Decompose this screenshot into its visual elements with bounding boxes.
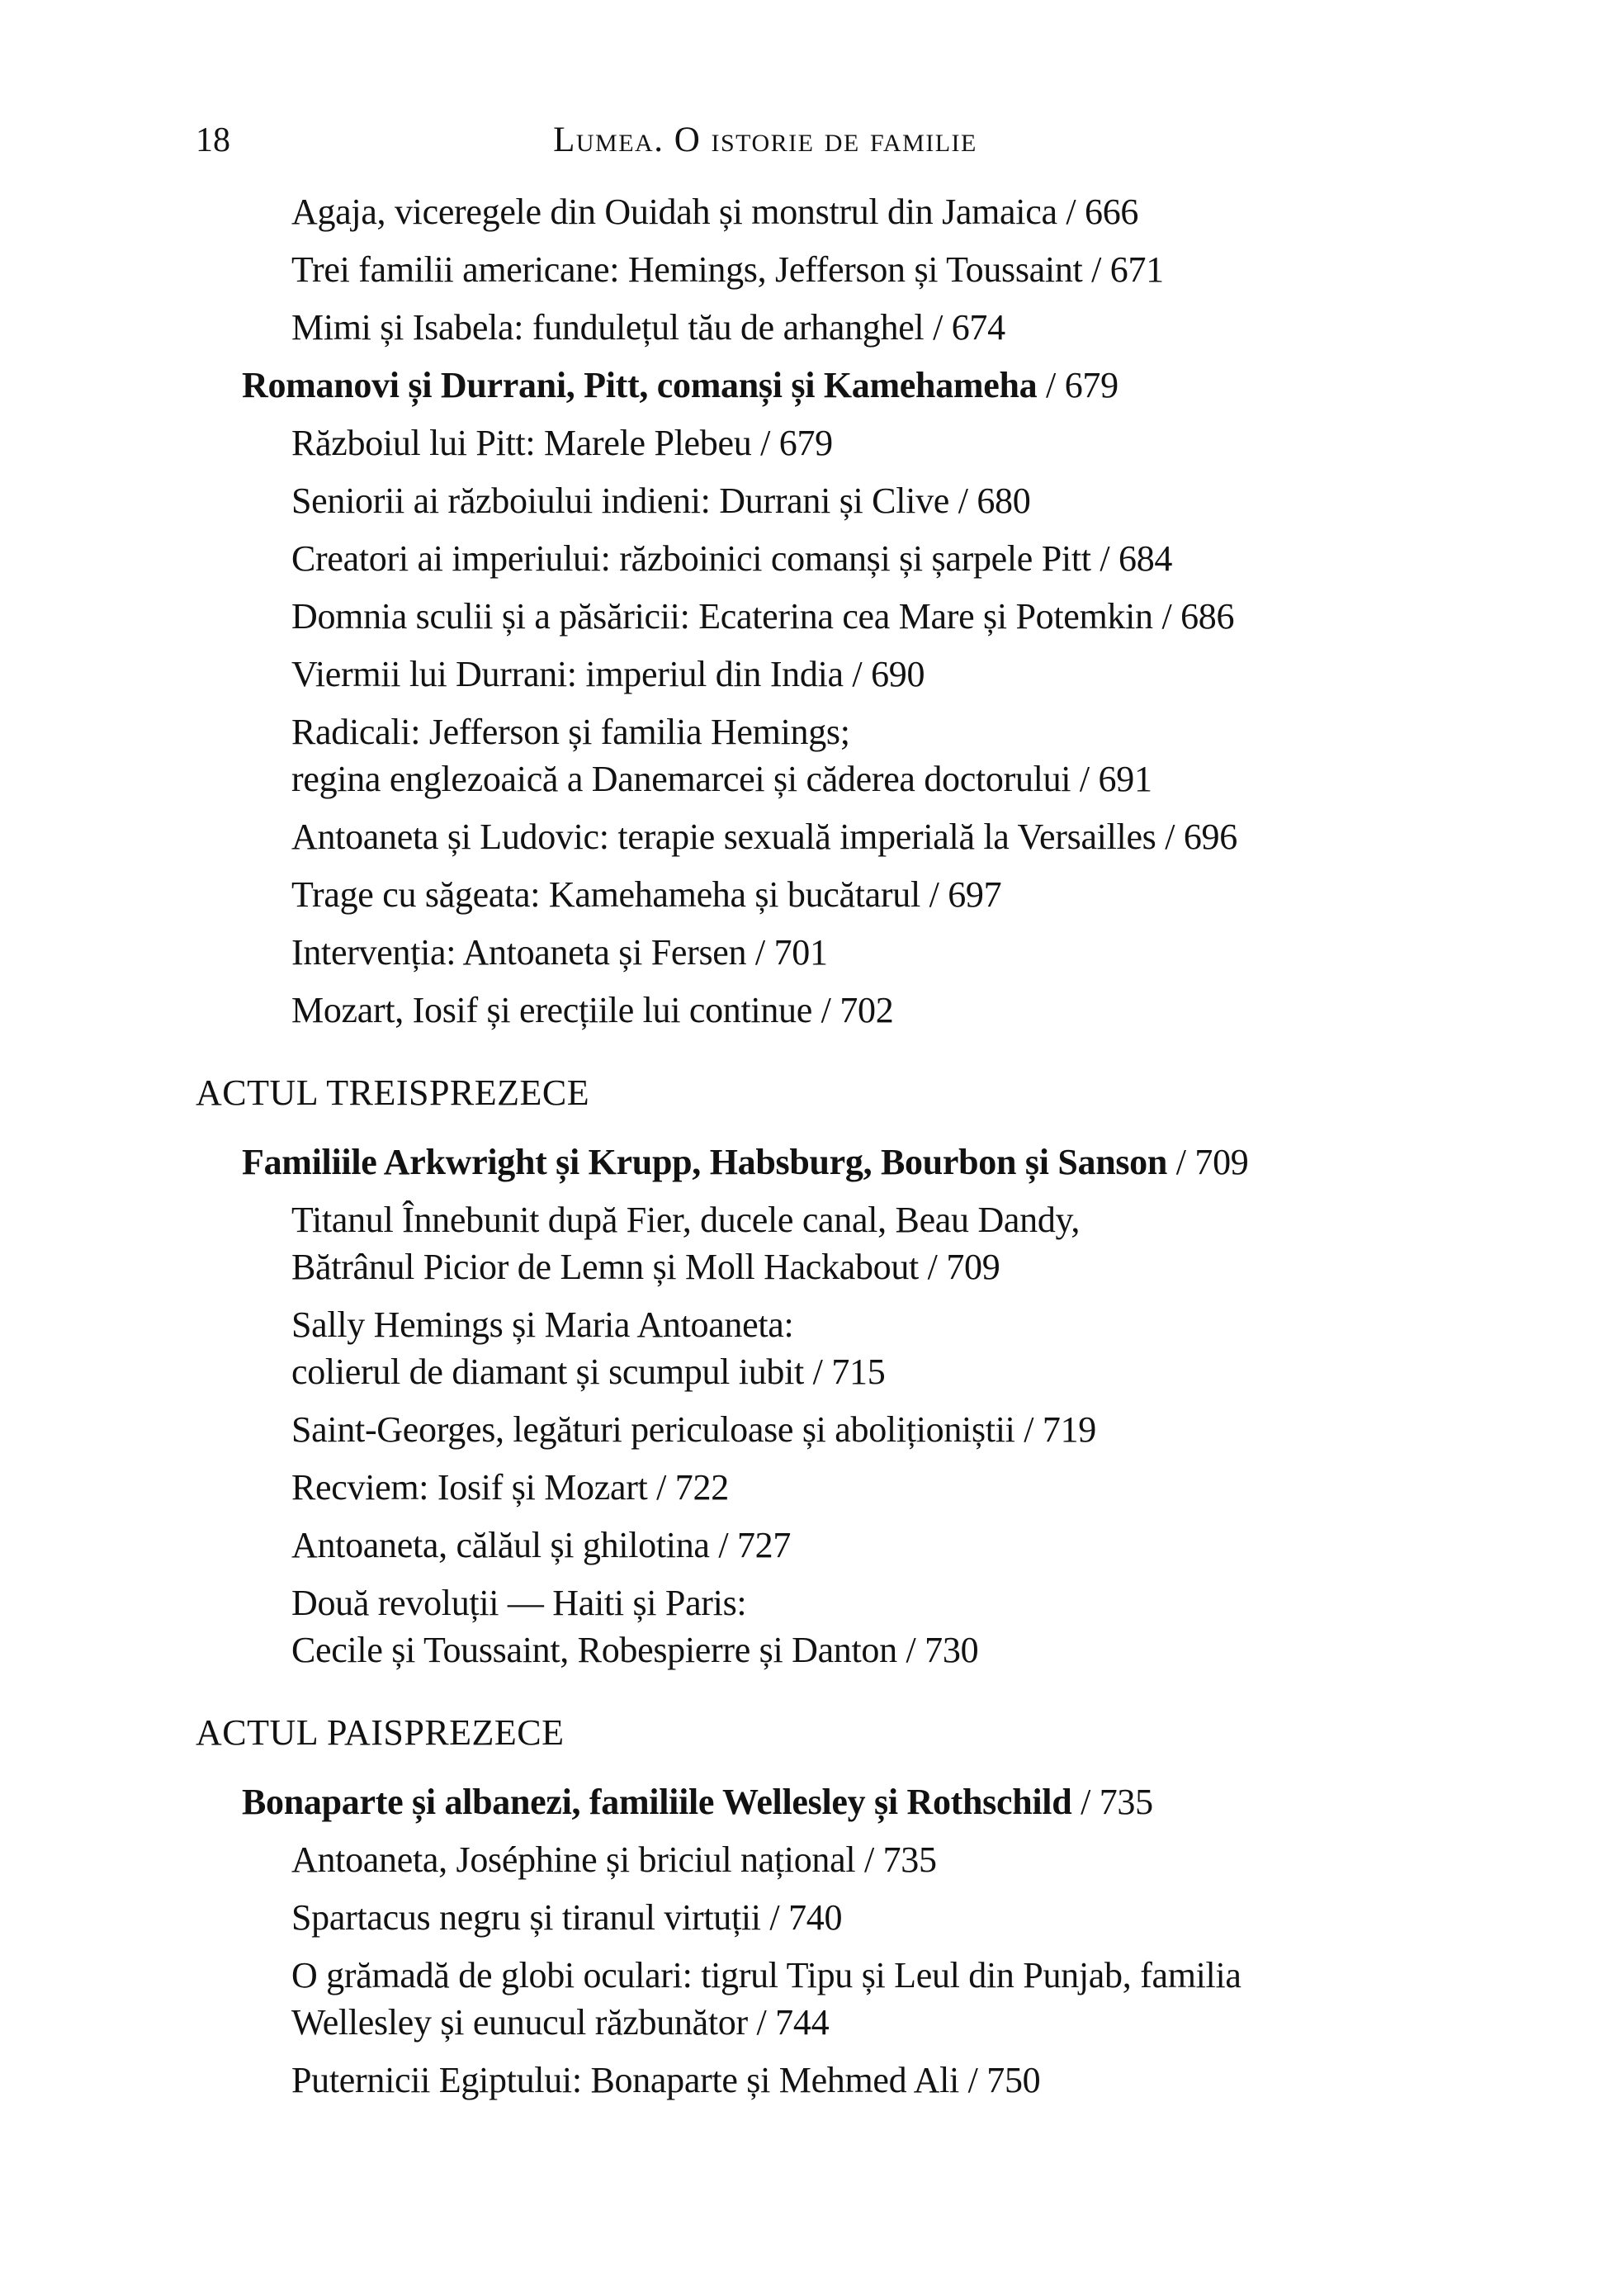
- toc-line: [196, 1709, 1434, 1756]
- toc-page-number: 674: [951, 307, 1005, 348]
- toc-line: [291, 1243, 1434, 1290]
- toc-item-entry: [196, 929, 1434, 976]
- toc-line: [291, 1522, 1434, 1569]
- toc-separator: /: [1152, 596, 1181, 637]
- toc-separator: /: [1071, 1782, 1100, 1822]
- toc-line: [291, 651, 1434, 698]
- running-title: Lumea. O istorie de familie: [553, 121, 977, 159]
- toc-page-number: 744: [775, 2002, 830, 2043]
- toc-separator: /: [1057, 192, 1085, 232]
- toc-line: [291, 929, 1434, 976]
- toc-page-number: 722: [674, 1467, 729, 1508]
- toc-line: [291, 1196, 1434, 1243]
- toc-entry-text: Titanul Înnebunit după Fier, ducele canal, Beau Dandy,: [291, 1200, 1081, 1240]
- toc-item-entry: [196, 708, 1434, 802]
- toc-page-number: 684: [1119, 538, 1173, 579]
- toc-item-entry: [196, 1406, 1434, 1453]
- toc-item-chapter: [196, 1139, 1434, 1186]
- toc-entry-text: Antoaneta și Ludovic: terapie sexuală imperială la Versailles: [291, 817, 1156, 857]
- toc-separator: /: [803, 1352, 832, 1392]
- toc-entry-text: Cecile și Toussaint, Robespierre și Danton: [291, 1630, 897, 1670]
- toc-page-number: 709: [1194, 1142, 1249, 1182]
- toc-entry-text: Bătrânul Picior de Lemn și Moll Hackabout: [291, 1247, 919, 1287]
- toc-separator: /: [920, 874, 948, 915]
- toc-separator: /: [647, 1467, 675, 1508]
- toc-separator: /: [924, 307, 952, 348]
- toc-item-entry: [196, 1836, 1434, 1883]
- toc-line: [196, 1069, 1434, 1116]
- toc-line: [242, 1139, 1434, 1186]
- toc-page-number: 701: [773, 932, 828, 973]
- toc-entry-text: Domnia sculii și a păsăricii: Ecaterina cea Mare și Potemkin: [291, 596, 1153, 637]
- toc-item-entry: [196, 1952, 1434, 2046]
- toc-item-section: [196, 1044, 1434, 1128]
- toc-entry-text: Trei familii americane: Hemings, Jefferson și Toussaint: [291, 249, 1083, 290]
- toc-page-number: 735: [882, 1839, 937, 1880]
- page-number: 18: [196, 121, 230, 159]
- toc-entry-text: Trage cu săgeata: Kamehameha și bucătarul: [291, 874, 920, 915]
- toc-page-number: 686: [1180, 596, 1235, 637]
- toc-page-number: 679: [778, 423, 833, 463]
- toc-separator: /: [949, 481, 977, 521]
- toc-item-entry: [196, 535, 1434, 582]
- toc-entry-text: Mozart, Iosif și erecțiile lui continue: [291, 990, 812, 1030]
- toc-line: [291, 188, 1434, 235]
- toc-item-entry: [196, 1464, 1434, 1511]
- toc-line: [291, 1348, 1434, 1395]
- toc-line: [291, 708, 1434, 755]
- toc-item-entry: [196, 1579, 1434, 1673]
- toc-item-entry: [196, 2057, 1434, 2104]
- toc-line: [291, 2057, 1434, 2104]
- toc-line: [291, 813, 1434, 860]
- page-header: [196, 121, 1335, 170]
- toc-item-entry: [196, 1196, 1434, 1290]
- toc-entry-text: Radicali: Jefferson și familia Hemings;: [291, 712, 850, 752]
- toc-page-number: 750: [986, 2060, 1041, 2100]
- toc-entry-text: Mimi și Isabela: fundulețul tău de arhanghel: [291, 307, 925, 348]
- toc-line: [291, 987, 1434, 1034]
- toc-line: [291, 1836, 1434, 1883]
- toc-separator: /: [709, 1525, 737, 1565]
- toc-entry-text: Saint-Georges, legături periculoase și aboliționiștii: [291, 1409, 1015, 1450]
- toc-entry-text: Puternicii Egiptului: Bonaparte și Mehmed Ali: [291, 2060, 959, 2100]
- toc-item-entry: [196, 246, 1434, 293]
- toc-line: [291, 1301, 1434, 1348]
- toc-entry-text: Spartacus negru și tiranul virtuții: [291, 1897, 761, 1938]
- toc-item-entry: [196, 871, 1434, 918]
- toc-entry-text: Romanovi și Durrani, Pitt, comanși și Kamehameha: [242, 365, 1038, 405]
- toc-entry-text: Două revoluții — Haiti și Paris:: [291, 1583, 747, 1623]
- toc-page-number: 709: [946, 1247, 1000, 1287]
- toc-item-chapter: [196, 1778, 1434, 1825]
- toc-page-number: 727: [736, 1525, 792, 1565]
- toc-separator: /: [1090, 538, 1119, 579]
- toc-item-section: [196, 1684, 1434, 1768]
- toc-separator: /: [760, 1897, 789, 1938]
- toc-entry-text: Familiile Arkwright și Krupp, Habsburg, Bourbon și Sanson: [242, 1142, 1168, 1182]
- toc-line: [291, 1999, 1434, 2046]
- toc-separator: /: [918, 1247, 947, 1287]
- toc-entry-text: Războiul lui Pitt: Marele Plebeu: [291, 423, 752, 463]
- toc-entry-text: O grămadă de globi oculari: tigrul Tipu și Leul din Punjab, familia: [291, 1955, 1241, 1995]
- toc-page-number: 691: [1098, 759, 1152, 799]
- toc-entry-text: Viermii lui Durrani: imperiul din India: [291, 654, 844, 694]
- toc-entry-text: regina englezoaică a Danemarcei și căderea doctorului: [291, 759, 1071, 799]
- toc-line: [291, 755, 1434, 802]
- toc-separator: /: [1156, 817, 1184, 857]
- toc-page-number: 680: [977, 481, 1031, 521]
- toc-entry-text: Antoaneta, Joséphine și briciul național: [291, 1839, 856, 1880]
- toc-page-number: 696: [1183, 817, 1237, 857]
- toc-item-entry: [196, 813, 1434, 860]
- toc-item-entry: [196, 188, 1434, 235]
- toc-entry-text: ACTUL PAISPREZECE: [196, 1712, 565, 1753]
- toc-separator: /: [1167, 1142, 1195, 1182]
- toc-entry-text: Intervenția: Antoaneta și Fersen: [291, 932, 747, 973]
- toc-entry-text: colierul de diamant și scumpul iubit: [291, 1352, 804, 1392]
- toc-line: [291, 1626, 1434, 1673]
- toc-entry-text: Antoaneta, călăul și ghilotina: [291, 1525, 710, 1565]
- toc-separator: /: [1014, 1409, 1043, 1450]
- toc-entry-text: Sally Hemings și Maria Antoaneta:: [291, 1304, 794, 1345]
- toc-separator: /: [811, 990, 840, 1030]
- toc-entry-text: Bonaparte și albanezi, familiile Wellesley și Rothschild: [242, 1782, 1072, 1822]
- toc-entry-text: Seniorii ai războiului indieni: Durrani și Clive: [291, 481, 950, 521]
- toc-line: [291, 304, 1434, 351]
- toc-entry-text: Recviem: Iosif și Mozart: [291, 1467, 648, 1508]
- toc-page-number: 666: [1085, 192, 1139, 232]
- toc-item-entry: [196, 1301, 1434, 1395]
- toc-separator: /: [855, 1839, 883, 1880]
- toc-line: [291, 1952, 1434, 1999]
- toc-page-number: 735: [1099, 1782, 1153, 1822]
- toc-line: [291, 593, 1434, 640]
- toc-item-entry: [196, 304, 1434, 351]
- toc-page-number: 697: [948, 874, 1002, 915]
- toc-item-entry: [196, 1894, 1434, 1941]
- toc-item-entry: [196, 477, 1434, 524]
- toc-separator: /: [958, 2060, 987, 2100]
- toc-line: [291, 477, 1434, 524]
- toc-line: [291, 535, 1434, 582]
- toc-line: [291, 1464, 1434, 1511]
- toc-item-entry: [196, 987, 1434, 1034]
- toc-line: [291, 246, 1434, 293]
- toc-list: [196, 188, 1434, 2114]
- toc-separator: /: [1082, 249, 1110, 290]
- toc-separator: /: [1071, 759, 1099, 799]
- toc-separator: /: [747, 2002, 776, 2043]
- toc-page-number: 671: [1109, 249, 1164, 290]
- toc-item-entry: [196, 593, 1434, 640]
- toc-item-entry: [196, 419, 1434, 466]
- toc-item-entry: [196, 651, 1434, 698]
- toc-entry-text: Wellesley și eunucul răzbunător: [291, 2002, 748, 2043]
- toc-page-number: 679: [1064, 365, 1119, 405]
- toc-item-entry: [196, 1522, 1434, 1569]
- toc-line: [242, 362, 1434, 409]
- toc-entry-text: Agaja, viceregele din Ouidah și monstrul din Jamaica: [291, 192, 1057, 232]
- toc-line: [291, 1894, 1434, 1941]
- toc-line: [291, 1579, 1434, 1626]
- toc-line: [291, 1406, 1434, 1453]
- toc-entry-text: ACTUL TREISPREZECE: [196, 1072, 590, 1113]
- toc-line: [291, 871, 1434, 918]
- toc-page-number: 719: [1042, 1409, 1096, 1450]
- toc-separator: /: [896, 1630, 925, 1670]
- toc-separator: /: [746, 932, 774, 973]
- toc-separator: /: [1037, 365, 1065, 405]
- toc-line: [242, 1778, 1434, 1825]
- toc-entry-text: Creatori ai imperiului: războinici comanși și șarpele Pitt: [291, 538, 1091, 579]
- toc-page-number: 690: [871, 654, 925, 694]
- toc-separator: /: [751, 423, 779, 463]
- toc-page-number: 702: [839, 990, 894, 1030]
- toc-separator: /: [843, 654, 872, 694]
- toc-item-chapter: [196, 362, 1434, 409]
- toc-page-number: 715: [831, 1352, 886, 1392]
- toc-page-number: 740: [788, 1897, 843, 1938]
- toc-line: [291, 419, 1434, 466]
- toc-page-number: 730: [925, 1630, 979, 1670]
